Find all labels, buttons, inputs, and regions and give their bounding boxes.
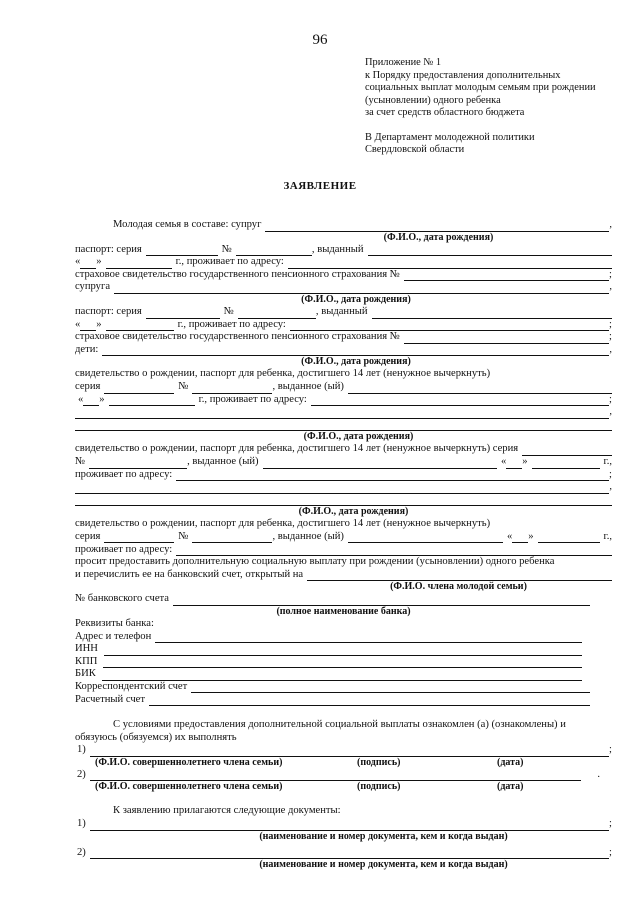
wife-passport-series-field[interactable] <box>146 309 220 319</box>
page-number: 96 <box>312 32 328 48</box>
signature-2-field[interactable] <box>90 771 582 781</box>
corr-account-row: Корреспондентский счет <box>75 681 612 694</box>
bank-details-label: Реквизиты банка: <box>75 617 154 629</box>
header-line: Приложение № 1 <box>365 57 442 68</box>
header-line: (усыновлении) одного ребенка <box>365 94 501 106</box>
wife-issue-day-field[interactable] <box>80 321 96 331</box>
child1-fio-field[interactable] <box>102 346 609 356</box>
child1-series-field[interactable] <box>104 384 174 394</box>
child3-cert-row: свидетельство о рождении, паспорт для ребенка, достигшего 14 лет (ненужное вычеркнуть) <box>75 518 491 530</box>
bank-account-row: № банковского счета <box>75 593 612 606</box>
husband-passport-series-field[interactable] <box>146 246 218 256</box>
husband-passport-row: паспорт: серия № , выданный <box>75 244 612 257</box>
child2-issue-day-field[interactable] <box>506 459 522 469</box>
wife-address-field[interactable] <box>290 321 609 331</box>
child2-cert-row: свидетельство о рождении, паспорт для ребенка, достигшего 14 лет (ненужное вычеркнуть) серия <box>75 443 612 456</box>
child1-issuer-field[interactable] <box>348 384 612 394</box>
child2-issuer-field[interactable] <box>263 459 497 469</box>
inn-row: ИНН <box>75 643 612 656</box>
spacer <box>75 706 612 719</box>
docs-intro-row: К заявлению прилагаются следующие документы: <box>113 805 341 817</box>
caption: (Ф.И.О., дата рождения) <box>303 431 414 443</box>
header-line: к Порядку предоставления дополнительных <box>365 69 561 81</box>
wife-passport-number-field[interactable] <box>238 309 316 319</box>
child3-address-row: проживает по адресу: <box>75 543 612 556</box>
caption: (Ф.И.О., дата рождения) <box>383 231 494 243</box>
child3-series-row: серия № , выданное (ый) « » г., <box>75 530 612 542</box>
signature-row-2: 2) . <box>77 768 600 780</box>
document-1-field[interactable] <box>90 821 609 831</box>
caption: (Ф.И.О., дата рождения) <box>298 506 409 518</box>
child3-fio-field[interactable] <box>75 496 612 506</box>
child3-series-field[interactable] <box>104 533 174 543</box>
child2-address-cont-row: , <box>75 481 612 494</box>
child3-number-field[interactable] <box>192 533 272 543</box>
signature-caption-2: (Ф.И.О. совершеннолетнего члена семьи) (подпись) (дата) <box>95 781 524 793</box>
bik-row: БИК <box>75 668 612 681</box>
husband-insurance-row: страховое свидетельство государственного пенсионного страхования № ; <box>75 268 612 280</box>
child2-number-row: № , выданное (ый) « » г., <box>75 456 612 467</box>
kpp-row: КПП <box>75 656 612 669</box>
child2-series-field[interactable] <box>522 446 612 456</box>
signature-row-1: 1) ; <box>77 744 612 756</box>
wife-fio-field[interactable] <box>114 284 609 294</box>
child3-row <box>75 494 612 507</box>
child1-address-row: « » г., проживает по адресу: ; <box>78 393 612 405</box>
signature-caption-1: (Ф.И.О. совершеннолетнего члена семьи) (подпись) (дата) <box>95 756 524 768</box>
wife-address-row: « » г., проживает по адресу: ; <box>75 318 612 330</box>
husband-fio-field[interactable] <box>265 222 609 232</box>
child3-address-field[interactable] <box>176 546 612 556</box>
child1-issue-day-field[interactable] <box>83 396 99 406</box>
conditions-line-1: С условиями предоставления дополнительной социальной выплаты ознакомлен (а) (ознакомлены) и <box>113 719 566 731</box>
wife-row: супруга , <box>75 281 612 293</box>
header-line: социальных выплат молодым семьям при рождении <box>365 82 596 93</box>
header-line: Свердловской области <box>365 144 465 155</box>
child2-issue-month-field[interactable] <box>532 459 600 469</box>
member-fio-field[interactable] <box>307 571 612 581</box>
bank-account-field[interactable] <box>173 596 590 606</box>
doc-row-1: 1) ; <box>77 818 612 830</box>
husband-passport-number-field[interactable] <box>236 246 312 256</box>
child3-issue-month-field[interactable] <box>538 533 600 543</box>
child1-address-cont-row: , <box>75 406 612 419</box>
settlement-account-field[interactable] <box>149 696 590 706</box>
document-2-field[interactable] <box>90 849 609 859</box>
child1-issue-month-field[interactable] <box>109 396 195 406</box>
child1-address-cont-field[interactable] <box>75 409 609 419</box>
corr-account-field[interactable] <box>191 683 590 693</box>
kpp-field[interactable] <box>103 658 582 668</box>
appendix-header <box>365 57 630 157</box>
husband-address-row: « » г., проживает по адресу: <box>75 256 612 269</box>
wife-issue-month-field[interactable] <box>106 321 174 331</box>
husband-issue-month-field[interactable] <box>106 259 172 269</box>
document-title: ЗАЯВЛЕНИЕ <box>283 180 357 192</box>
wife-insurance-field[interactable] <box>404 334 609 344</box>
signature-1-field[interactable] <box>90 747 609 757</box>
header-line: за счет средств областного бюджета <box>365 107 525 118</box>
request-line-1: просит предоставить дополнительную социальную выплату при рождении (усыновлении) одного ребенка <box>75 556 555 568</box>
child3-issue-day-field[interactable] <box>512 533 528 543</box>
caption: (наименование и номер документа, кем и когда выдан) <box>259 859 508 871</box>
husband-row: Молодая семья в составе: супруг , <box>113 219 612 231</box>
child1-series-row: серия № , выданное (ый) <box>75 381 612 394</box>
address-phone-row: Адрес и телефон <box>75 630 612 643</box>
caption: (наименование и номер документа, кем и когда выдан) <box>259 830 508 842</box>
child2-address-field[interactable] <box>176 471 609 481</box>
settlement-account-row: Расчетный счет <box>75 693 612 706</box>
husband-passport-issuer-field[interactable] <box>368 246 612 256</box>
spacer <box>75 793 612 805</box>
caption: (Ф.И.О., дата рождения) <box>301 356 411 368</box>
inn-field[interactable] <box>104 646 582 656</box>
caption: (полное наименование банка) <box>276 605 411 617</box>
husband-address-field[interactable] <box>288 259 612 269</box>
wife-passport-issuer-field[interactable] <box>372 309 612 319</box>
children-row: дети: , <box>75 343 612 355</box>
child2-number-field[interactable] <box>89 459 187 469</box>
husband-insurance-field[interactable] <box>404 271 609 281</box>
child2-fio-field[interactable] <box>75 421 612 431</box>
request-line-2: и перечислить ее на банковский счет, открытый на <box>75 569 612 582</box>
caption: (Ф.И.О. члена молодой семьи) <box>390 581 527 593</box>
application-form <box>75 219 612 871</box>
bank-address-field[interactable] <box>155 633 582 643</box>
child2-address-cont-field[interactable] <box>75 484 609 494</box>
wife-insurance-row: страховое свидетельство государственного пенсионного страхования № ; <box>75 331 612 343</box>
wife-passport-row: паспорт: серия № , выданный <box>75 306 612 319</box>
husband-issue-day-field[interactable] <box>80 259 96 269</box>
child1-number-field[interactable] <box>192 384 272 394</box>
header-line <box>365 120 630 132</box>
conditions-line-2: обязуюсь (обязуемся) их выполнять <box>75 731 237 743</box>
child1-cert-row: свидетельство о рождении, паспорт для ребенка, достигшего 14 лет (ненужное вычеркнуть) <box>75 368 491 380</box>
child3-issuer-field[interactable] <box>348 533 503 543</box>
bik-field[interactable] <box>102 671 582 681</box>
child1-address-field[interactable] <box>311 396 609 406</box>
caption: (Ф.И.О., дата рождения) <box>301 293 411 305</box>
child2-address-row: проживает по адресу: ; <box>75 468 612 480</box>
header-line: В Департамент молодежной политики <box>365 131 535 143</box>
doc-row-2: 2) ; <box>77 846 612 858</box>
child2-row <box>75 419 612 432</box>
